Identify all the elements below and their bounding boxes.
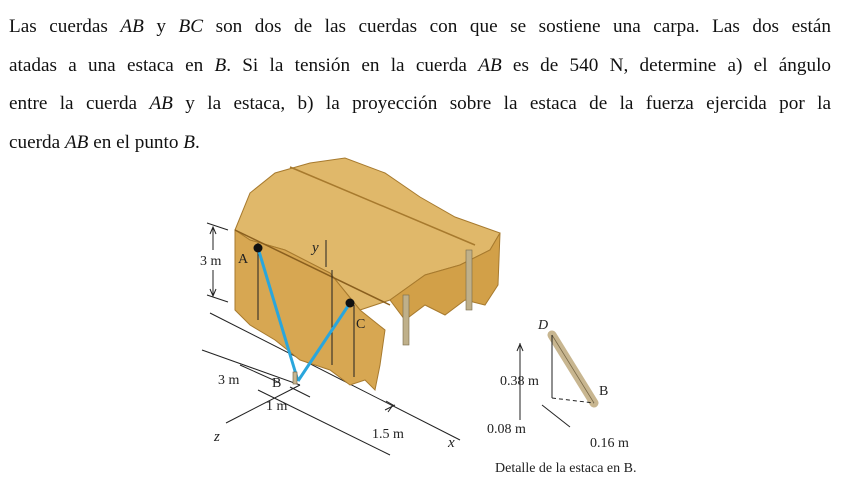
point-b-label: B [272, 376, 282, 391]
point-a-label: A [238, 252, 249, 267]
z-axis-label: z [214, 429, 220, 445]
one-meter-label: 1 m [266, 399, 288, 414]
stake-b [293, 372, 297, 384]
point-c-label: C [356, 317, 366, 332]
detail-point-b-label: B [599, 384, 609, 399]
tent-figure [180, 155, 680, 480]
tent-pole-back [466, 250, 472, 310]
tent [235, 158, 500, 390]
problem-line-2: atadas a una estaca en B. Si la tensión en la cuerda AB es de 540 N, determine a) el ángulo [9, 54, 832, 76]
height-label: 3 m [200, 254, 222, 269]
left-distance-label: 3 m [218, 373, 240, 388]
y-axis-label: y [312, 240, 319, 256]
detail-caption: Detalle de la estaca en B. [495, 461, 637, 476]
problem-line-3: entre la cuerda AB y la estaca, b) la proyección sobre la estaca de la fuerza ejercida por la [9, 93, 831, 114]
detail-height-label: 0.38 m [500, 374, 539, 389]
detail-width-label: 0.16 m [590, 436, 629, 451]
point-c-marker [346, 299, 355, 308]
tent-pole-front [403, 295, 409, 345]
problem-line-4: cuerda AB en el punto B. [9, 131, 200, 153]
one-half-meter-label: 1.5 m [372, 427, 404, 442]
point-a-marker [254, 244, 263, 253]
x-axis-label: x [448, 435, 455, 451]
detail-point-d-label: D [538, 318, 549, 333]
problem-line-1: Las cuerdas AB y BC son dos de las cuerdas con que se sostiene una carpa. Las dos están [9, 16, 831, 37]
detail-depth-label: 0.08 m [487, 422, 526, 437]
problem-statement [9, 8, 831, 162]
